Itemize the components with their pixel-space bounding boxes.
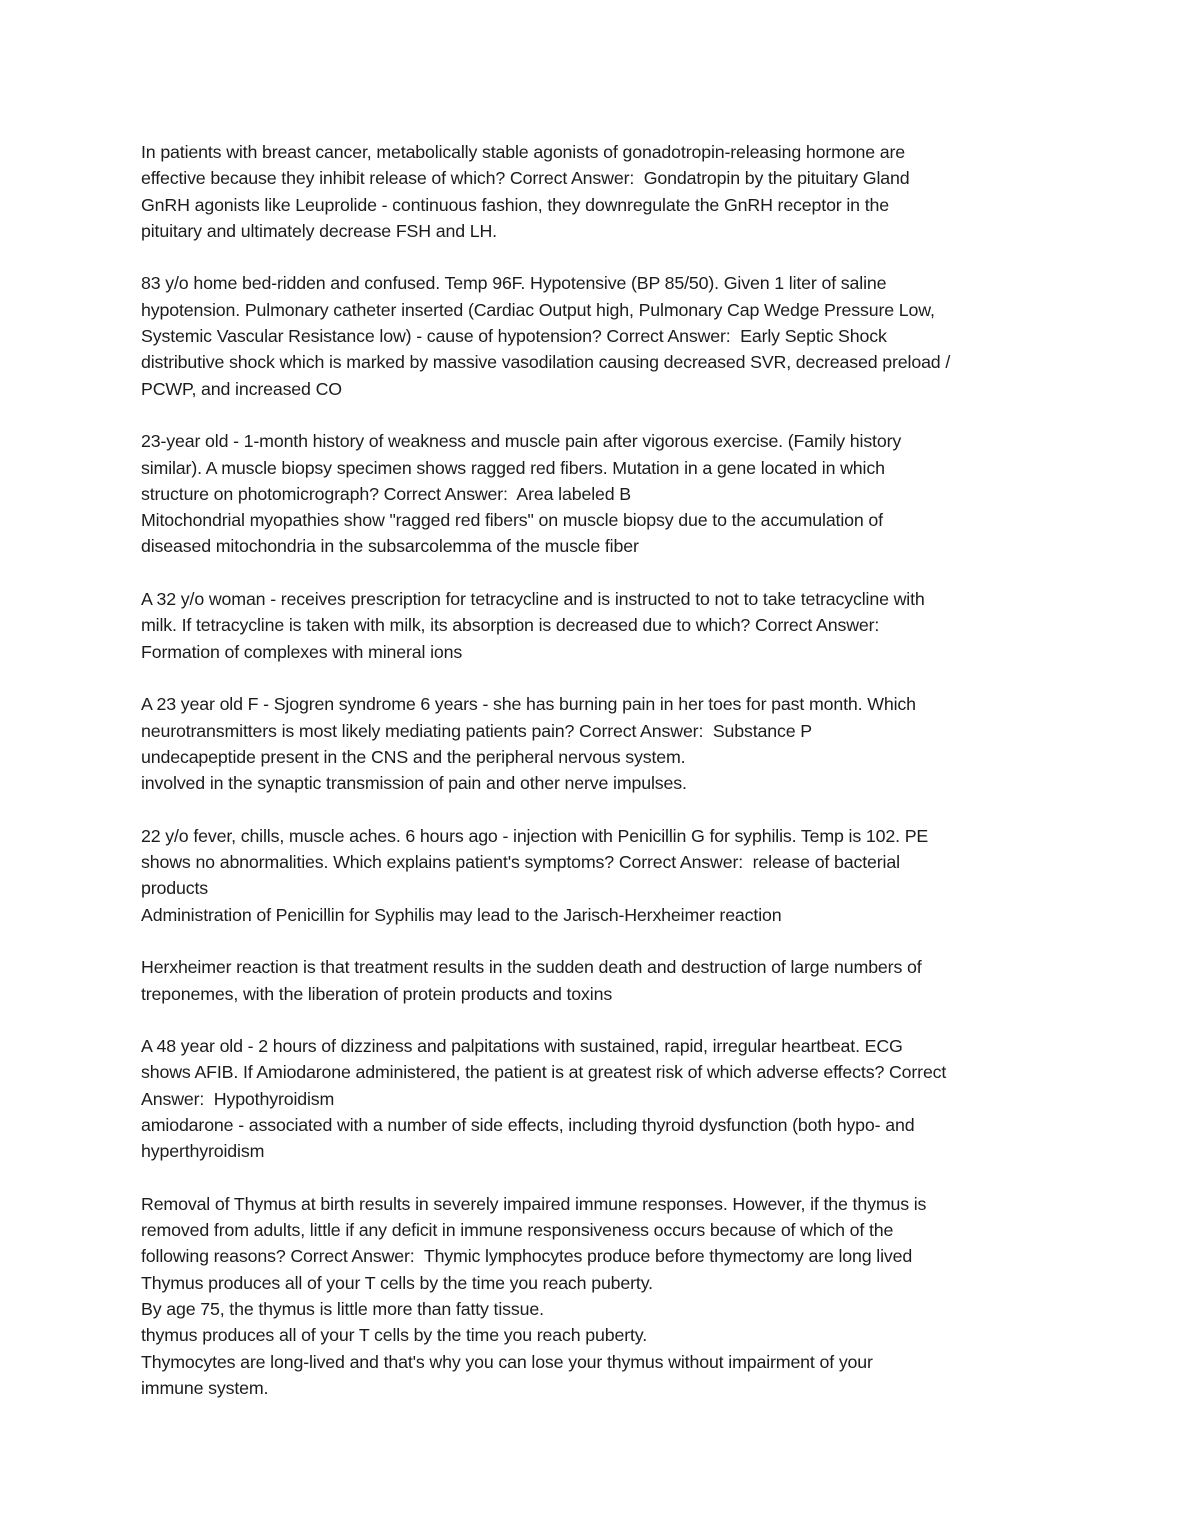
- paragraph: [141, 823, 1071, 928]
- paragraph: [141, 270, 1071, 401]
- text-line: removed from adults, little if any deficit in immune responsiveness occurs because of which of the: [141, 1220, 894, 1241]
- text-line: involved in the synaptic transmission of pain and other nerve impulses.: [141, 773, 687, 794]
- text-line: undecapeptide present in the CNS and the peripheral nervous system.: [141, 746, 686, 767]
- text-line: 23-year old - 1-month history of weakness and muscle pain after vigorous exercise. (Family history: [141, 431, 902, 452]
- text-line: Mitochondrial myopathies show "ragged red fibers" on muscle biopsy due to the accumulation of: [141, 510, 883, 531]
- text-line: immune system.: [141, 1377, 269, 1398]
- text-line: thymus produces all of your T cells by the time you reach puberty.: [141, 1325, 648, 1346]
- text-line: A 32 y/o woman - receives prescription for tetracycline and is instructed to not to take tetracycline with: [141, 589, 925, 610]
- text-line: GnRH agonists like Leuprolide - continuous fashion, they downregulate the GnRH receptor in the: [141, 194, 889, 215]
- text-line: Herxheimer reaction is that treatment results in the sudden death and destruction of large numbers of: [141, 957, 922, 978]
- text-line: milk. If tetracycline is taken with milk, its absorption is decreased due to which? Correct Answer:: [141, 615, 880, 636]
- text-line: amiodarone - associated with a number of side effects, including thyroid dysfunction (both hypo- and: [141, 1114, 915, 1135]
- text-line: A 23 year old F - Sjogren syndrome 6 years - she has burning pain in her toes for past month. Which: [141, 694, 916, 715]
- text-line: distributive shock which is marked by massive vasodilation causing decreased SVR, decreased preload /: [141, 352, 951, 373]
- text-line: Formation of complexes with mineral ions: [141, 641, 463, 662]
- text-line: 83 y/o home bed-ridden and confused. Temp 96F. Hypotensive (BP 85/50). Given 1 liter of saline: [141, 273, 887, 294]
- text-line: hyperthyroidism: [141, 1141, 265, 1162]
- paragraph: [141, 954, 1071, 1007]
- text-line: A 48 year old - 2 hours of dizziness and palpitations with sustained, rapid, irregular heartbeat. ECG: [141, 1036, 903, 1057]
- text-line: effective because they inhibit release of which? Correct Answer: Gondatropin by the pituitary Gland: [141, 168, 910, 189]
- paragraph: [141, 1191, 1071, 1401]
- text-line: Removal of Thymus at birth results in severely impaired immune responses. However, if the thymus is: [141, 1193, 927, 1214]
- paragraph: [141, 139, 1071, 244]
- text-line: products: [141, 878, 208, 899]
- text-line: Answer: Hypothyroidism: [141, 1088, 335, 1109]
- text-line: shows AFIB. If Amiodarone administered, the patient is at greatest risk of which adverse effects? Correct: [141, 1062, 947, 1083]
- text-line: treponemes, with the liberation of protein products and toxins: [141, 983, 613, 1004]
- text-line: 22 y/o fever, chills, muscle aches. 6 hours ago - injection with Penicillin G for syphilis. Temp is 102. PE: [141, 825, 929, 846]
- text-line: In patients with breast cancer, metabolically stable agonists of gonadotropin-releasing hormone are: [141, 142, 906, 162]
- text-line: Thymocytes are long-lived and that's why you can lose your thymus without impairment of your: [141, 1351, 873, 1372]
- text-line: following reasons? Correct Answer: Thymic lymphocytes produce before thymectomy are long lived: [141, 1246, 913, 1267]
- text-line: hypotension. Pulmonary catheter inserted (Cardiac Output high, Pulmonary Cap Wedge Pressure Low,: [141, 299, 935, 320]
- text-line: similar). A muscle biopsy specimen shows ragged red fibers. Mutation in a gene located in which: [141, 457, 885, 478]
- paragraph: [141, 428, 1071, 559]
- text-content: [141, 139, 1071, 1401]
- text-line: Administration of Penicillin for Syphilis may lead to the Jarisch-Herxheimer reaction: [141, 904, 782, 925]
- text-line: structure on photomicrograph? Correct Answer: Area labeled B: [141, 483, 631, 504]
- paragraph: [141, 1033, 1071, 1164]
- paragraph: [141, 586, 1071, 665]
- paragraph: [141, 691, 1071, 796]
- text-line: Thymus produces all of your T cells by the time you reach puberty.: [141, 1272, 653, 1293]
- text-line: pituitary and ultimately decrease FSH and LH.: [141, 220, 497, 241]
- text-line: diseased mitochondria in the subsarcolemma of the muscle fiber: [141, 536, 639, 557]
- text-line: PCWP, and increased CO: [141, 378, 342, 399]
- text-line: By age 75, the thymus is little more than fatty tissue.: [141, 1299, 544, 1320]
- text-line: Systemic Vascular Resistance low) - cause of hypotension? Correct Answer: Early Septic Shock: [141, 326, 887, 347]
- text-line: shows no abnormalities. Which explains patient's symptoms? Correct Answer: release of bacterial: [141, 852, 900, 873]
- text-line: neurotransmitters is most likely mediating patients pain? Correct Answer: Substance P: [141, 720, 813, 741]
